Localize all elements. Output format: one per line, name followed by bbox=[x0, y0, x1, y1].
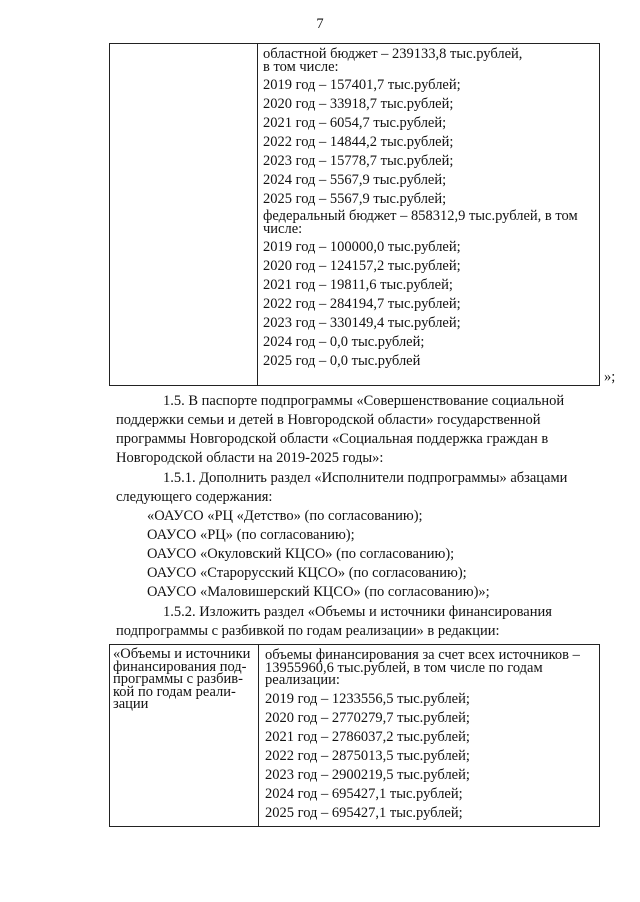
list-item: ОАУСО «Маловишерский КЦСО» (по согласованию)»; bbox=[147, 584, 490, 600]
paragraph-line: следующего содержания: bbox=[116, 489, 273, 505]
table-row: 2022 год – 14844,2 тыс.рублей; bbox=[263, 134, 454, 150]
page-number: 7 bbox=[316, 16, 324, 32]
table-cell-values bbox=[259, 645, 599, 826]
header-line: финансирования под- bbox=[113, 658, 247, 675]
list-item: ОАУСО «Старорусский КЦСО» (по согласованию); bbox=[147, 565, 467, 581]
table-row: 2023 год – 2900219,5 тыс.рублей; bbox=[265, 766, 470, 783]
table-row: 2021 год – 6054,7 тыс.рублей; bbox=[263, 115, 447, 131]
row-text: федеральный бюджет – 858312,9 тыс.рублей, в том bbox=[263, 208, 578, 224]
header-line: «Объемы и источники bbox=[113, 646, 251, 662]
row-text: областной бюджет – 239133,8 тыс.рублей, bbox=[263, 46, 523, 62]
list-item: «ОАУСО «РЦ «Детство» (по согласованию); bbox=[147, 508, 423, 524]
row-text: числе: bbox=[263, 220, 303, 237]
budget-table-continued bbox=[109, 43, 600, 386]
header-line: зации bbox=[113, 696, 149, 712]
table-row: 2023 год – 330149,4 тыс.рублей; bbox=[263, 315, 461, 331]
paragraph-1-5 bbox=[116, 392, 608, 468]
table-row bbox=[265, 648, 599, 690]
table-row: 2019 год – 157401,7 тыс.рублей; bbox=[263, 77, 461, 93]
paragraph-1-5-1 bbox=[116, 469, 608, 507]
table-row: 2024 год – 695427,1 тыс.рублей; bbox=[265, 785, 463, 802]
paragraph-line: подпрограммы с разбивкой по годам реализации» в редакции: bbox=[116, 623, 500, 639]
row-text: в том числе: bbox=[263, 58, 339, 75]
row-text: реализации: bbox=[265, 672, 340, 688]
table-row bbox=[263, 209, 599, 238]
table-row: 2024 год – 5567,9 тыс.рублей; bbox=[263, 172, 447, 188]
paragraph-line: программы Новгородской области «Социальная поддержка граждан в bbox=[116, 431, 549, 447]
list-item: ОАУСО «РЦ» (по согласованию); bbox=[147, 527, 355, 543]
paragraph-line: поддержки семьи и детей в Новгородской области» государственной bbox=[116, 412, 541, 428]
table-row: 2025 год – 5567,9 тыс.рублей; bbox=[263, 191, 447, 207]
header-line: кой по годам реали- bbox=[113, 683, 236, 700]
table-row: 2020 год – 2770279,7 тыс.рублей; bbox=[265, 709, 470, 726]
row-text: объемы финансирования за счет всех источников – bbox=[265, 647, 580, 663]
row-text: 13955960,6 тыс.рублей, в том числе по годам bbox=[265, 659, 543, 676]
table-cell-header bbox=[110, 645, 258, 711]
table-row: 2021 год – 19811,6 тыс.рублей; bbox=[263, 277, 453, 293]
table-row: 2020 год – 33918,7 тыс.рублей; bbox=[263, 96, 454, 112]
paragraph-line: 1.5.2. Изложить раздел «Объемы и источники финансирования bbox=[163, 604, 552, 620]
financing-table bbox=[109, 644, 600, 827]
table-row: 2024 год – 0,0 тыс.рублей; bbox=[263, 334, 425, 350]
header-line: программы с разбив- bbox=[113, 671, 243, 687]
table-row: 2019 год – 100000,0 тыс.рублей; bbox=[263, 239, 461, 255]
table-row: 2025 год – 0,0 тыс.рублей bbox=[263, 353, 421, 369]
paragraph-line: 1.5. В паспорте подпрограммы «Совершенствование социальной bbox=[163, 393, 565, 409]
table-row: 2021 год – 2786037,2 тыс.рублей; bbox=[265, 728, 470, 745]
table-row: 2022 год – 2875013,5 тыс.рублей; bbox=[265, 747, 470, 764]
paragraph-1-5-2 bbox=[116, 603, 608, 641]
paragraph-line: Новгородской области на 2019-2025 годы»: bbox=[116, 450, 384, 466]
list-item: ОАУСО «Окуловский КЦСО» (по согласованию); bbox=[147, 546, 455, 562]
table-row: 2020 год – 124157,2 тыс.рублей; bbox=[263, 258, 461, 274]
table-row: 2023 год – 15778,7 тыс.рублей; bbox=[263, 153, 454, 169]
paragraph-line: 1.5.1. Дополнить раздел «Исполнители подпрограммы» абзацами bbox=[163, 470, 568, 486]
table-row: 2025 год – 695427,1 тыс.рублей; bbox=[265, 804, 463, 821]
closing-quote: »; bbox=[604, 369, 616, 385]
table-cell-values bbox=[258, 44, 599, 385]
table-row: 2019 год – 1233556,5 тыс.рублей; bbox=[265, 690, 470, 707]
table-row: 2022 год – 284194,7 тыс.рублей; bbox=[263, 296, 461, 312]
table-row bbox=[263, 47, 599, 76]
